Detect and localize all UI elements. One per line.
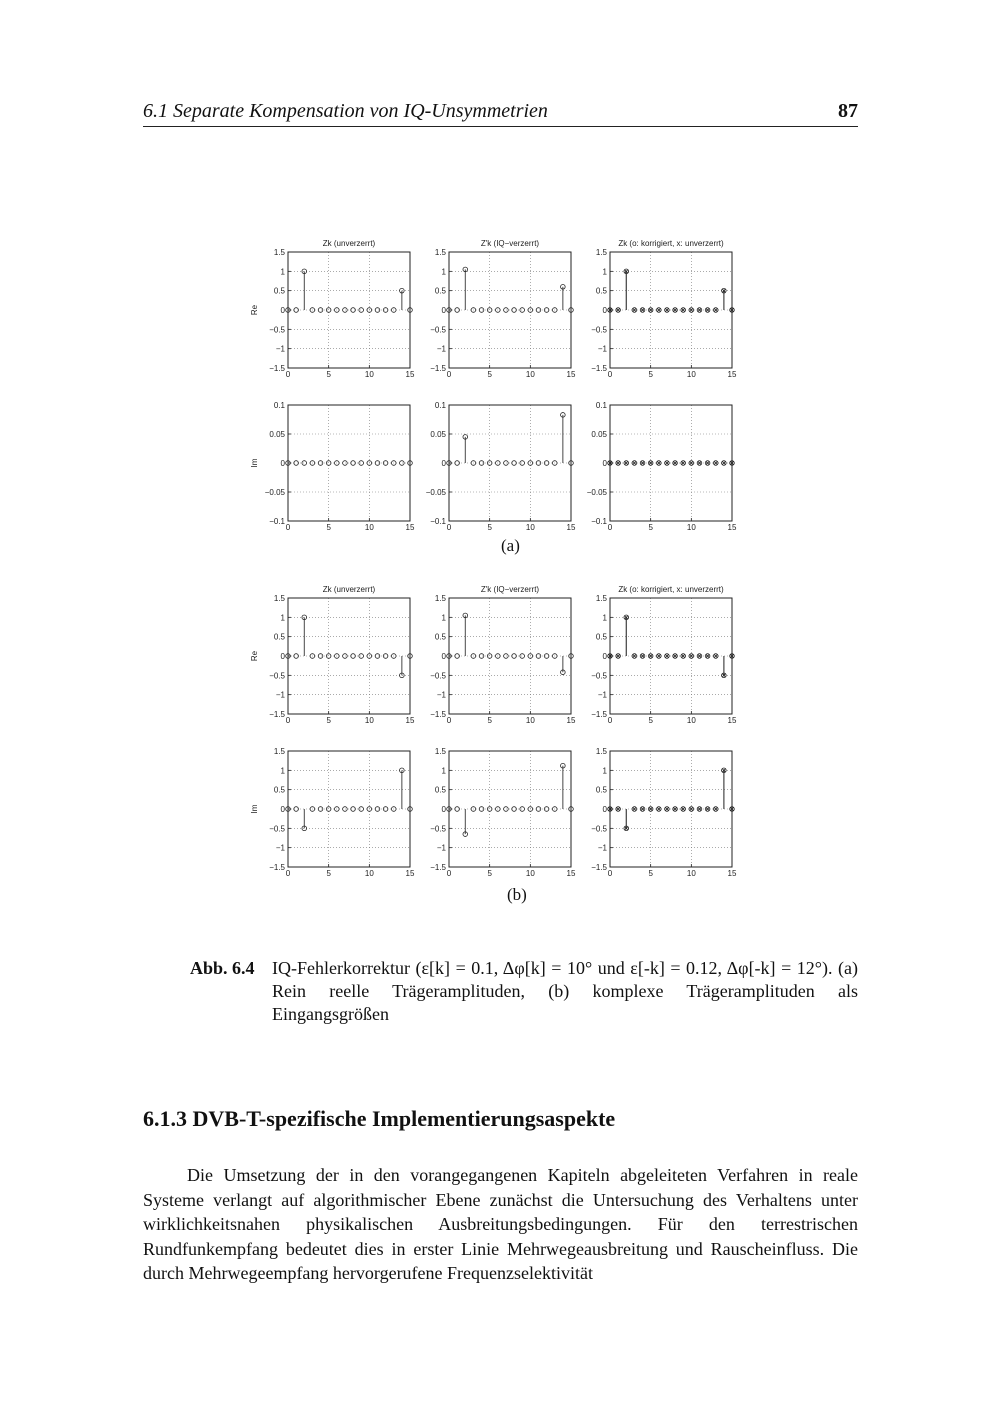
- x-tick-label: 10: [525, 523, 535, 532]
- y-tick-label: 1.5: [434, 594, 446, 603]
- x-tick-label: 5: [326, 370, 331, 379]
- x-tick-label: 5: [487, 523, 492, 532]
- y-tick-label: 0.5: [595, 632, 607, 642]
- y-axis-label: Im: [250, 804, 259, 814]
- x-tick-label: 5: [326, 523, 331, 532]
- y-tick-label: −1.5: [269, 364, 285, 373]
- y-tick-label: 1.5: [595, 747, 607, 756]
- y-tick-label: −1.5: [591, 863, 607, 872]
- y-tick-label: 1.5: [595, 594, 607, 603]
- body-paragraph: Die Umsetzung der in den vorangegangenen Kapiteln abgeleiteten Verfahren in reale Systeme verlangt auf algorithmischer Ebene zunächst die Untersuchung des Verhaltens unter wirklichkeitsnahen physikalischen Ausbreitungsbedingungen. Für den terrestrischen Rundfunkempfang bedeutet dies in erster Linie Mehrwegeausbreitung und Rauscheinfluss. Die durch Mehrwegeempfang hervorgerufene Frequenzselektivität: [143, 1165, 858, 1283]
- y-tick-label: 1.5: [273, 248, 285, 257]
- x-tick-label: 15: [405, 523, 415, 532]
- y-axis-label: Re: [250, 650, 259, 662]
- x-tick-label: 5: [487, 869, 492, 878]
- stem-marker-o: [359, 807, 364, 812]
- stem-marker-o: [504, 461, 509, 466]
- plot-area: [587, 401, 737, 532]
- y-tick-label: 1.5: [273, 594, 285, 603]
- y-tick-label: −1: [275, 690, 285, 700]
- y-tick-label: −0.05: [586, 488, 607, 497]
- y-tick-label: 1: [602, 613, 607, 623]
- y-tick-label: 0.5: [434, 632, 446, 642]
- stem-plot-a-im-3: [552, 387, 742, 543]
- figure-6-4: [230, 225, 770, 915]
- stem-plot-a-re-3: [552, 234, 742, 390]
- y-tick-label: −1.5: [591, 710, 607, 719]
- x-tick-label: 5: [326, 716, 331, 725]
- y-tick-label: 0.05: [591, 430, 607, 439]
- x-tick-label: 10: [686, 869, 696, 878]
- stem-marker-x: [633, 461, 636, 464]
- y-tick-label: 0.5: [595, 785, 607, 795]
- y-tick-label: −0.1: [591, 517, 607, 526]
- plot-title: Zk (unverzerrt): [322, 239, 376, 248]
- x-tick-label: 0: [446, 869, 452, 878]
- stem-marker-o: [520, 461, 525, 466]
- y-tick-label: 0: [602, 805, 607, 814]
- y-tick-label: −0.5: [269, 824, 285, 834]
- y-tick-label: 1: [602, 766, 607, 776]
- x-tick-label: 10: [525, 716, 535, 725]
- stem-marker-x: [665, 461, 668, 464]
- y-axis-label: Im: [250, 458, 259, 468]
- plot-area: [591, 585, 737, 725]
- y-tick-label: 1: [441, 267, 446, 277]
- y-tick-label: −0.5: [269, 325, 285, 335]
- stem-marker-x: [665, 807, 668, 810]
- sublabel-b: (b): [507, 885, 527, 904]
- y-tick-label: 1: [280, 267, 285, 277]
- y-tick-label: 0.5: [273, 632, 285, 642]
- y-tick-label: −1: [436, 843, 446, 853]
- plot-area: [591, 747, 737, 878]
- stem-marker-o: [520, 654, 525, 659]
- y-tick-label: 0: [280, 306, 285, 315]
- y-tick-label: −0.5: [269, 671, 285, 681]
- stem-marker-x: [714, 461, 717, 464]
- x-tick-label: 10: [686, 523, 696, 532]
- y-tick-label: 1.5: [434, 248, 446, 257]
- y-tick-label: 1: [602, 267, 607, 277]
- stem-marker-o: [504, 308, 509, 313]
- y-tick-label: 0: [441, 652, 446, 661]
- x-tick-label: 15: [405, 716, 415, 725]
- y-tick-label: 0: [280, 652, 285, 661]
- stem-marker-o: [359, 654, 364, 659]
- y-tick-label: 0: [602, 459, 607, 468]
- stem-marker-x: [665, 308, 668, 311]
- y-tick-label: −1.5: [430, 710, 446, 719]
- x-tick-label: 10: [364, 523, 374, 532]
- x-tick-label: 0: [607, 716, 613, 725]
- plot-title: Zk (unverzerrt): [322, 585, 376, 594]
- x-tick-label: 0: [285, 370, 291, 379]
- x-tick-label: 0: [446, 370, 452, 379]
- caption-text: IQ-Fehlerkorrektur (ε[k] = 0.1, Δφ[k] = 10° und ε[-k] = 0.12, Δφ[-k] = 12°). (a) Rein reelle Trägeramplituden, (b) komplexe Trägeramplituden als Eingangsgrößen: [272, 958, 858, 1024]
- section-heading: 6.1.3 DVB-T-spezifische Implementierungsaspekte: [143, 1106, 616, 1131]
- y-tick-label: 1: [441, 613, 446, 623]
- y-tick-label: −0.5: [591, 671, 607, 681]
- x-tick-label: 10: [686, 716, 696, 725]
- y-tick-label: 1.5: [273, 747, 285, 756]
- y-tick-label: −1: [436, 344, 446, 354]
- x-tick-label: 0: [446, 523, 452, 532]
- plot-title: Zk (o: korrigiert, x: unverzerrt): [618, 239, 724, 248]
- stem-marker-x: [722, 461, 725, 464]
- y-tick-label: −1.5: [591, 364, 607, 373]
- y-tick-label: 0.5: [434, 785, 446, 795]
- x-tick-label: 15: [566, 523, 576, 532]
- figure-caption: [190, 957, 858, 1026]
- y-tick-label: −1.5: [430, 863, 446, 872]
- x-tick-label: 10: [364, 370, 374, 379]
- stem-marker-x: [714, 807, 717, 810]
- y-tick-label: −0.05: [264, 488, 285, 497]
- y-tick-label: 0.5: [595, 286, 607, 296]
- y-tick-label: 0.5: [434, 286, 446, 296]
- y-tick-label: −0.5: [430, 671, 446, 681]
- stem-marker-o: [359, 308, 364, 313]
- stem-marker-o: [302, 461, 307, 466]
- y-tick-label: 0.1: [595, 401, 607, 410]
- stem-marker-x: [714, 308, 717, 311]
- y-tick-label: −0.5: [591, 325, 607, 335]
- y-tick-label: 0.5: [273, 785, 285, 795]
- x-tick-label: 5: [487, 370, 492, 379]
- x-tick-label: 10: [525, 370, 535, 379]
- x-tick-label: 0: [607, 523, 613, 532]
- y-tick-label: 1.5: [434, 747, 446, 756]
- y-tick-label: −0.05: [425, 488, 446, 497]
- plot-title: Zk (o: korrigiert, x: unverzerrt): [618, 585, 724, 594]
- plot-area: [591, 239, 737, 379]
- x-tick-label: 15: [727, 869, 737, 878]
- stem-marker-o: [343, 308, 348, 313]
- stem-marker-x: [690, 654, 693, 657]
- stem-marker-x: [690, 461, 693, 464]
- x-tick-label: 5: [648, 370, 653, 379]
- stem-marker-x: [657, 308, 660, 311]
- stem-marker-o: [504, 807, 509, 812]
- plot-title: Z'k (IQ−verzerrt): [480, 585, 540, 594]
- stem-marker-x: [665, 654, 668, 657]
- stem-marker-o: [343, 807, 348, 812]
- stem-marker-o: [504, 654, 509, 659]
- y-tick-label: −1: [597, 344, 607, 354]
- y-tick-label: 0.05: [430, 430, 446, 439]
- stem-marker-x: [690, 308, 693, 311]
- y-tick-label: 1: [280, 613, 285, 623]
- y-tick-label: −0.5: [591, 824, 607, 834]
- stem-marker-o: [520, 807, 525, 812]
- stem-marker-o: [343, 654, 348, 659]
- page-number: 87: [838, 100, 858, 122]
- x-tick-label: 5: [648, 523, 653, 532]
- y-tick-label: 0.1: [434, 401, 446, 410]
- stem-plot-b-re-3: [552, 580, 742, 736]
- running-title: 6.1 Separate Kompensation von IQ-Unsymmetrien: [143, 100, 548, 122]
- x-tick-label: 15: [405, 370, 415, 379]
- y-tick-label: −1: [436, 690, 446, 700]
- stem-marker-x: [633, 807, 636, 810]
- y-tick-label: 1: [441, 766, 446, 776]
- y-tick-label: 0.5: [273, 286, 285, 296]
- y-tick-label: 0: [280, 805, 285, 814]
- y-tick-label: 0: [602, 306, 607, 315]
- stem-marker-o: [359, 461, 364, 466]
- x-tick-label: 15: [727, 370, 737, 379]
- y-tick-label: −1: [597, 690, 607, 700]
- y-tick-label: −0.1: [269, 517, 285, 526]
- x-tick-label: 10: [364, 869, 374, 878]
- y-tick-label: −0.5: [430, 325, 446, 335]
- y-tick-label: 0: [441, 306, 446, 315]
- x-tick-label: 5: [648, 869, 653, 878]
- stem-marker-x: [690, 807, 693, 810]
- running-header: [143, 100, 858, 127]
- stem-marker-o: [520, 308, 525, 313]
- y-tick-label: 0: [441, 459, 446, 468]
- stem-plot-b-im-3: [552, 733, 742, 889]
- x-tick-label: 5: [648, 716, 653, 725]
- stem-marker-x: [657, 654, 660, 657]
- x-tick-label: 10: [364, 716, 374, 725]
- y-tick-label: −0.5: [430, 824, 446, 834]
- x-tick-label: 0: [285, 523, 291, 532]
- x-tick-label: 15: [566, 370, 576, 379]
- stem-marker-x: [657, 807, 660, 810]
- y-tick-label: 1: [280, 766, 285, 776]
- x-tick-label: 10: [525, 869, 535, 878]
- x-tick-label: 0: [607, 869, 613, 878]
- x-tick-label: 10: [686, 370, 696, 379]
- x-tick-label: 5: [326, 869, 331, 878]
- y-axis-label: Re: [250, 304, 259, 316]
- y-tick-label: −0.1: [430, 517, 446, 526]
- stem-marker-x: [657, 461, 660, 464]
- caption-label: Abb. 6.4: [190, 958, 255, 978]
- x-tick-label: 15: [405, 869, 415, 878]
- x-tick-label: 0: [607, 370, 613, 379]
- stem-marker-o: [343, 461, 348, 466]
- stem-marker-x: [633, 654, 636, 657]
- y-tick-label: −1.5: [269, 863, 285, 872]
- plot-title: Z'k (IQ−verzerrt): [480, 239, 540, 248]
- x-tick-label: 15: [566, 869, 576, 878]
- y-tick-label: 0: [441, 805, 446, 814]
- y-tick-label: 0: [602, 652, 607, 661]
- sublabel-a: (a): [501, 536, 520, 555]
- y-tick-label: −1: [275, 843, 285, 853]
- x-tick-label: 15: [727, 523, 737, 532]
- y-tick-label: −1: [275, 344, 285, 354]
- x-tick-label: 0: [285, 716, 291, 725]
- stem-marker-x: [633, 308, 636, 311]
- y-tick-label: 0.1: [273, 401, 285, 410]
- x-tick-label: 15: [727, 716, 737, 725]
- x-tick-label: 0: [285, 869, 291, 878]
- y-tick-label: −1: [597, 843, 607, 853]
- x-tick-label: 0: [446, 716, 452, 725]
- x-tick-label: 5: [487, 716, 492, 725]
- stem-marker-x: [714, 654, 717, 657]
- y-tick-label: −1.5: [269, 710, 285, 719]
- y-tick-label: 1.5: [595, 248, 607, 257]
- y-tick-label: −1.5: [430, 364, 446, 373]
- y-tick-label: 0.05: [269, 430, 285, 439]
- x-tick-label: 15: [566, 716, 576, 725]
- y-tick-label: 0: [280, 459, 285, 468]
